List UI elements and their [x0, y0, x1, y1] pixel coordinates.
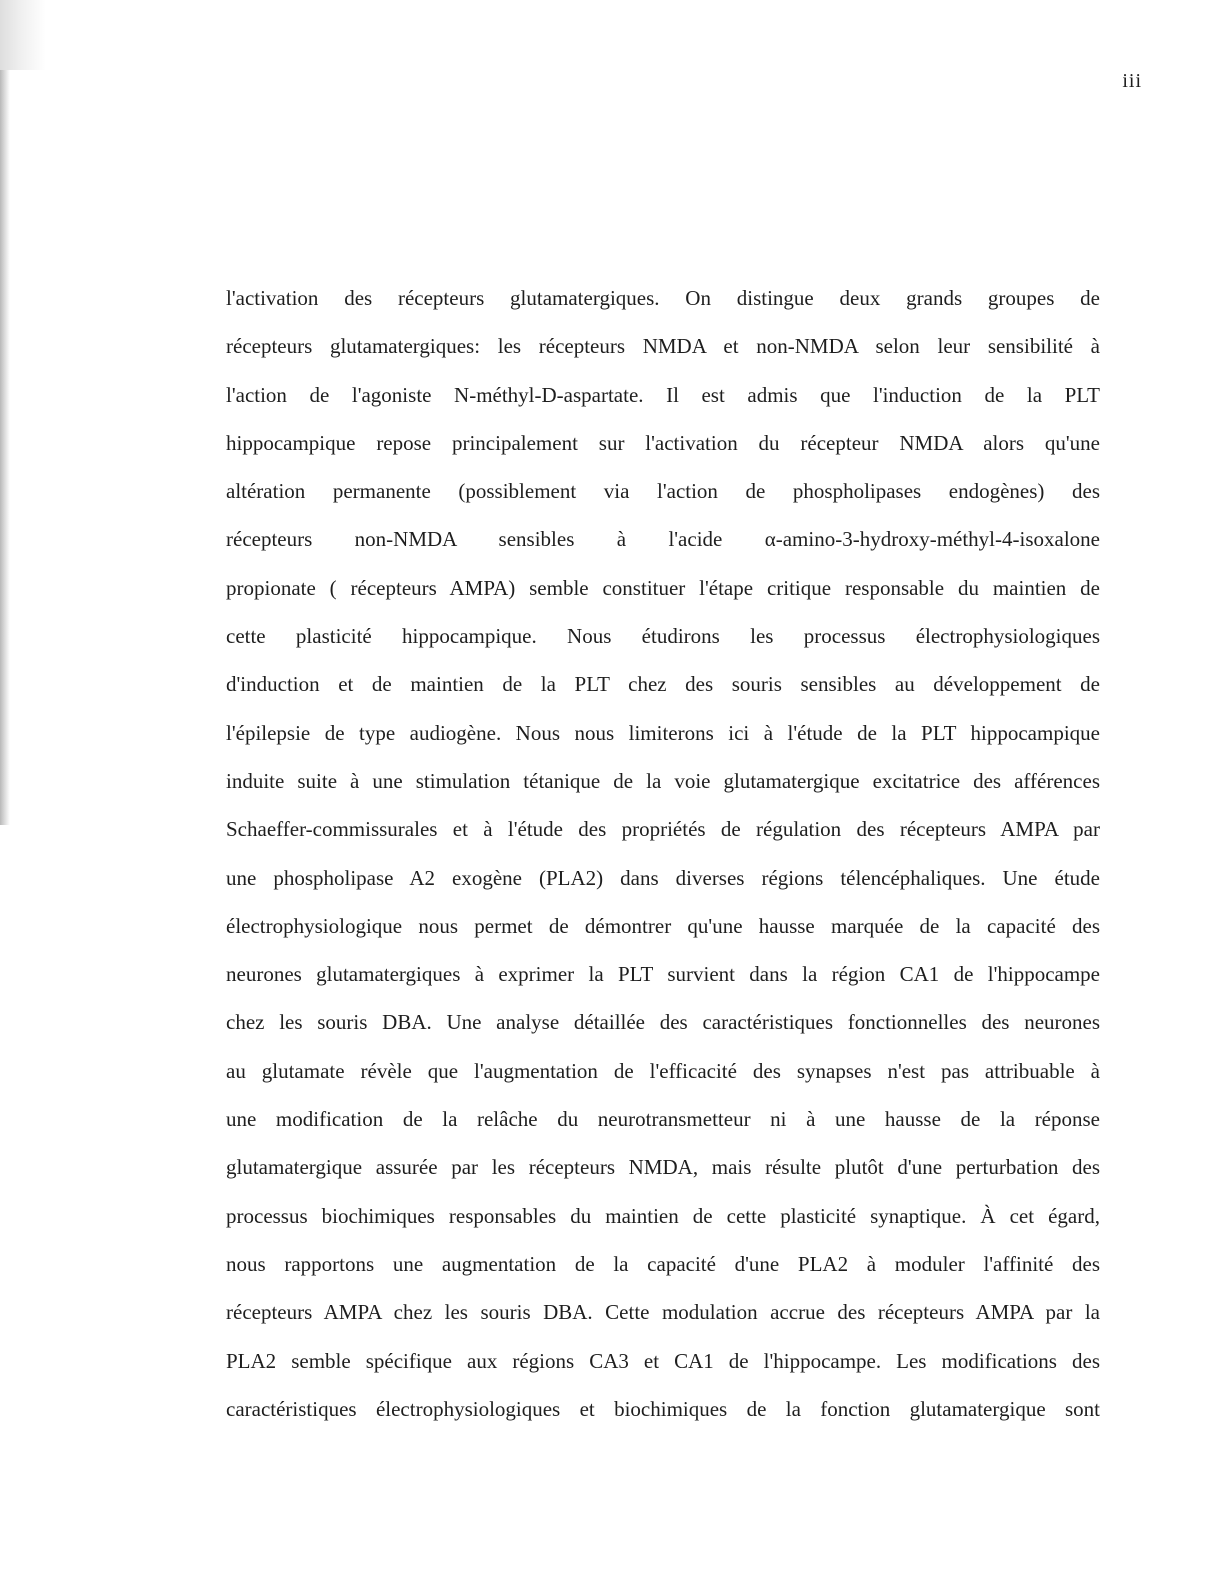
text-line: l'épilepsie de type audiogène. Nous nous limiterons ici à l'étude de la PLT hippocampique	[226, 720, 1100, 745]
page-number: iii	[1122, 70, 1142, 92]
text-line: électrophysiologique nous permet de démontrer qu'une hausse marquée de la capacité des	[226, 913, 1100, 938]
text-line: récepteurs AMPA chez les souris DBA. Cette modulation accrue des récepteurs AMPA par la	[226, 1300, 1100, 1325]
text-line: Schaeffer-commissurales et à l'étude des propriétés de régulation des récepteurs AMPA par	[226, 817, 1100, 842]
text-line: chez les souris DBA. Une analyse détaillée des caractéristiques fonctionnelles des neurones	[226, 1010, 1100, 1035]
text-line: neurones glutamatergiques à exprimer la PLT survient dans la région CA1 de l'hippocampe	[226, 962, 1100, 987]
text-line: récepteurs glutamatergiques: les récepteurs NMDA et non-NMDA selon leur sensibilité à	[226, 334, 1100, 359]
text-line: hippocampique repose principalement sur l'activation du récepteur NMDA alors qu'une	[226, 430, 1100, 455]
text-line: induite suite à une stimulation tétanique de la voie glutamatergique excitatrice des afférences	[226, 768, 1100, 793]
body-paragraph	[226, 280, 1100, 1439]
text-line: PLA2 semble spécifique aux régions CA3 et CA1 de l'hippocampe. Les modifications des	[226, 1348, 1100, 1373]
text-line: glutamatergique assurée par les récepteurs NMDA, mais résulte plutôt d'une perturbation des	[226, 1155, 1100, 1180]
text-line: propionate ( récepteurs AMPA) semble constituer l'étape critique responsable du maintien de	[226, 575, 1100, 600]
text-line: une phospholipase A2 exogène (PLA2) dans diverses régions télencéphaliques. Une étude	[226, 865, 1100, 890]
text-line: une modification de la relâche du neurotransmetteur ni à une hausse de la réponse	[226, 1107, 1100, 1132]
text-line: cette plasticité hippocampique. Nous étudirons les processus électrophysiologiques	[226, 624, 1100, 649]
scan-edge-top-shadow	[0, 0, 46, 70]
text-line: d'induction et de maintien de la PLT chez des souris sensibles au développement de	[226, 672, 1100, 697]
text-line: l'action de l'agoniste N-méthyl-D-aspartate. Il est admis que l'induction de la PLT	[226, 382, 1100, 407]
text-line: au glutamate révèle que l'augmentation de l'efficacité des synapses n'est pas attribuable à	[226, 1058, 1100, 1083]
text-line: processus biochimiques responsables du maintien de cette plasticité synaptique. À cet égard,	[226, 1203, 1100, 1228]
text-line: caractéristiques électrophysiologiques et biochimiques de la fonction glutamatergique sont	[226, 1396, 1100, 1421]
text-line: altération permanente (possiblement via l'action de phospholipases endogènes) des	[226, 479, 1100, 504]
text-line: l'activation des récepteurs glutamatergiques. On distingue deux grands groupes de	[226, 286, 1100, 310]
scan-edge-shadow	[0, 0, 10, 825]
text-line: récepteurs non-NMDA sensibles à l'acide α-amino-3-hydroxy-méthyl-4-isoxalone	[226, 527, 1100, 552]
text-line: nous rapportons une augmentation de la capacité d'une PLA2 à moduler l'affinité des	[226, 1251, 1100, 1276]
